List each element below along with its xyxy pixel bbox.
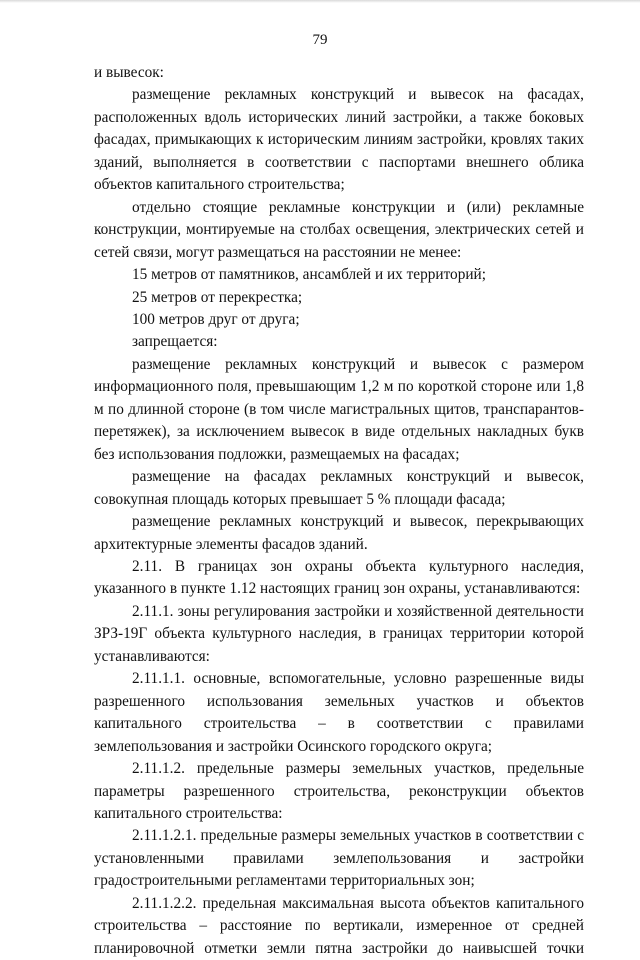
paragraph: 2.11.1.2.1. предельные размеры земельных участков в соответствии с установленными правилами землепользования и застройки градостроительными регламентами территориальных зон; xyxy=(94,827,584,890)
paragraph: 2.11. В границах зон охраны объекта культурного наследия, указанного в пункте 1.12 настоящих границ зон охраны, устанавливаются: xyxy=(94,557,584,598)
paragraph: 100 метров друг от друга; xyxy=(132,310,300,328)
paragraph: запрещается: xyxy=(132,333,218,351)
page-number: 79 xyxy=(312,32,328,48)
paragraph: и вывесок: xyxy=(94,64,164,81)
paragraph: 2.11.1.2.2. предельная максимальная высота объектов капитального строительства – расстояние по вертикали, измеренное от средней планировочной отметки земли пятна застройки до наивысшей точки xyxy=(94,894,584,957)
document-body xyxy=(94,62,584,960)
paragraph: размещение рекламных конструкций и вывесок на фасадах, расположенных вдоль исторических линий застройки, а также боковых фасадах, примыкающих к историческим линиям застройки, кровлях таких зданий, выполняется в соответствии с паспортами внешнего облика объектов капитального строительства; xyxy=(94,86,584,194)
paragraph: отдельно стоящие рекламные конструкции и (или) рекламные конструкции, монтируемые на столбах освещения, электрических сетей и сетей связи, могут размещаться на расстоянии не менее: xyxy=(94,198,584,261)
paragraph: 15 метров от памятников, ансамблей и их территорий; xyxy=(132,266,486,284)
scan-edge xyxy=(0,0,640,3)
paragraph: размещение на фасадах рекламных конструкций и вывесок, совокупная площадь которых превышает 5 % площади фасада; xyxy=(94,468,584,508)
paragraph: 2.11.1.2. предельные размеры земельных участков, предельные параметры разрешенного строительства, реконструкции объектов капитального строительства: xyxy=(94,760,584,822)
paragraph: 2.11.1. зоны регулирования застройки и хозяйственной деятельности ЗРЗ-19Г объекта культурного наследия, в границах территории которой устанавливаются: xyxy=(94,602,584,665)
paragraph: размещение рекламных конструкций и вывесок с размером информационного поля, превышающим 1,2 м по короткой стороне или 1,8 м по длинной стороне (в том числе магистральных щитов, транспарантов-перетяжек), за исключением вывесок в виде отдельных накладных букв без использования подложки, размещаемых на фасадах; xyxy=(94,355,584,463)
paragraph: размещение рекламных конструкций и вывесок, перекрывающих архитектурные элементы фасадов зданий. xyxy=(94,513,584,553)
paragraph: 25 метров от перекрестка; xyxy=(132,288,303,306)
paragraph: 2.11.1.1. основные, вспомогательные, условно разрешенные виды разрешенного использования земельных участков и объектов капитального строительства – в соответствии с правилами землепользования и застройки Осинского городского округа; xyxy=(94,670,584,755)
